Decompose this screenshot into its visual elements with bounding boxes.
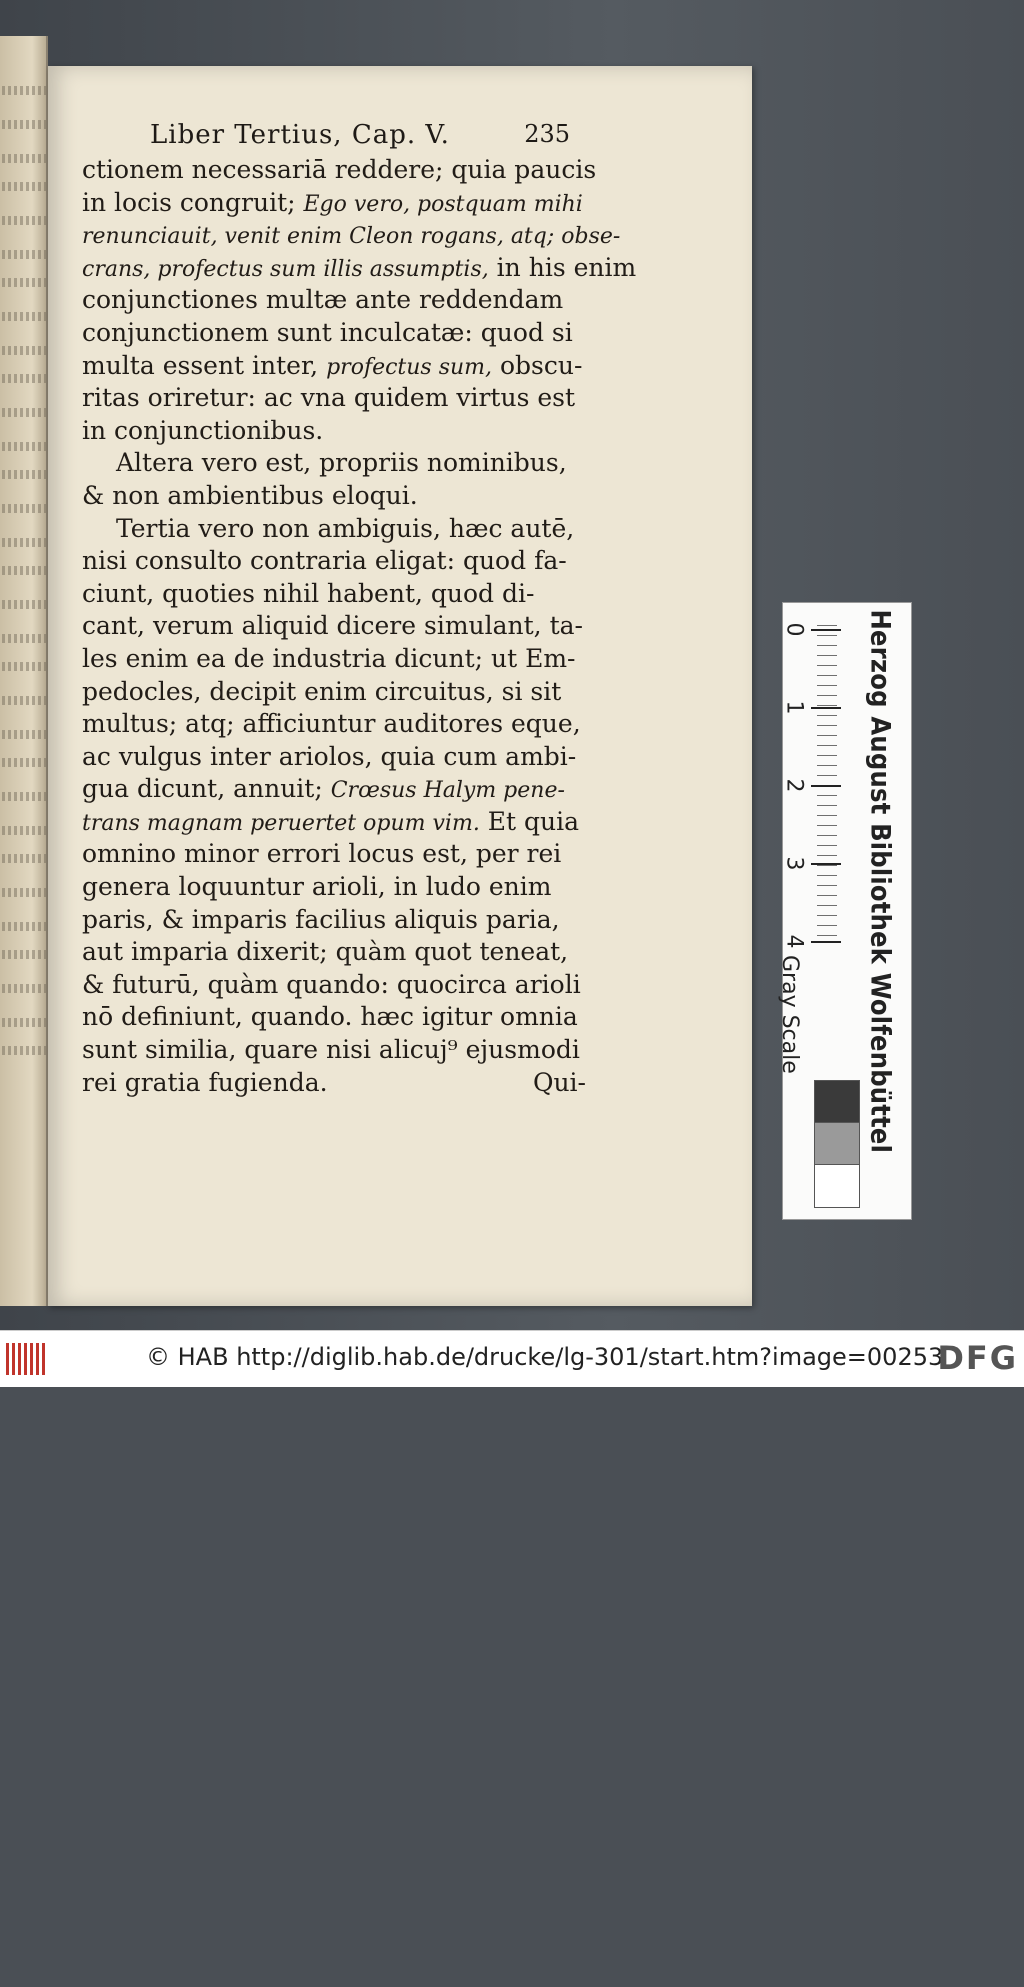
- facing-text-line: [2, 792, 46, 801]
- roman-text: in his enim: [488, 252, 637, 282]
- text-line: [82, 871, 592, 904]
- ruler-major-tick: [811, 941, 841, 943]
- text-line: [82, 252, 637, 285]
- facing-text-line: [2, 950, 46, 959]
- text-line: [82, 382, 592, 415]
- roman-text: cant, verum aliquid dicere simulant, ta-: [82, 611, 583, 641]
- text-line: [82, 610, 592, 643]
- dfg-logo: DFG: [937, 1339, 1018, 1377]
- text-line: [82, 350, 592, 383]
- facing-text-line: [2, 374, 46, 383]
- gray-swatch: [814, 1164, 860, 1208]
- facing-page-edge: [0, 36, 48, 1306]
- roman-text: conjunctionem sunt inculcatæ: quod si: [82, 317, 573, 347]
- text-line: [82, 1067, 592, 1100]
- facing-text-line: [2, 120, 46, 129]
- text-line: [82, 219, 621, 252]
- text-line: [82, 741, 592, 774]
- roman-text: pedocles, decipit enim circuitus, si sit: [82, 676, 562, 706]
- running-title: Liber Tertius, Cap. V.: [150, 120, 450, 150]
- facing-text-line: [2, 278, 46, 287]
- roman-text: ctionem necessariā reddere; quia paucis: [82, 155, 597, 184]
- italic-text: Ego vero, postquam mihi: [303, 191, 583, 217]
- facing-text-line: [2, 1046, 46, 1055]
- text-line: [82, 904, 592, 937]
- roman-text: obscu-: [492, 350, 583, 380]
- facing-text-line: [2, 346, 46, 355]
- facing-text-line: [2, 696, 46, 705]
- barcode-icon: [6, 1343, 46, 1375]
- facing-text-line: [2, 662, 46, 671]
- facing-text-line: [2, 470, 46, 479]
- text-line: [82, 317, 592, 350]
- text-line: [82, 708, 592, 741]
- text-line: [82, 187, 592, 220]
- roman-text: in conjunctionibus.: [82, 415, 324, 445]
- gray-swatch: [814, 1122, 860, 1166]
- facing-text-line: [2, 408, 46, 417]
- facing-text-line: [2, 758, 46, 767]
- catchword: Qui-: [532, 1067, 586, 1097]
- facing-text-line: [2, 600, 46, 609]
- ruler-number: 4: [781, 934, 807, 949]
- brand-area: [853, 609, 909, 1209]
- text-line: [82, 1001, 592, 1034]
- text-line: [82, 773, 592, 806]
- italic-text: Crœsus Halym pene-: [330, 778, 565, 804]
- facing-text-line: [2, 1018, 46, 1027]
- page-number: 235: [524, 120, 570, 148]
- facing-text-line: [2, 888, 46, 897]
- page-header: [150, 120, 570, 154]
- ruler-number: 3: [781, 856, 807, 871]
- text-line: [82, 415, 592, 448]
- roman-text: les enim ea de industria dicunt; ut Em-: [82, 643, 576, 673]
- text-line: [82, 447, 592, 480]
- ruler-major-tick: [811, 785, 841, 787]
- ruler-major-tick: [811, 863, 841, 865]
- main-text: [82, 154, 637, 1099]
- ruler-major-tick: [811, 629, 841, 631]
- facing-text-line: [2, 312, 46, 321]
- roman-text: Altera vero est, propriis nominibus,: [116, 448, 567, 478]
- roman-text: ciunt, quoties nihil habent, quod di-: [82, 578, 535, 608]
- roman-text: rei gratia fugienda.: [82, 1067, 328, 1097]
- roman-text: multa essent inter,: [82, 350, 327, 380]
- footer: [0, 1330, 1024, 1387]
- text-line: [82, 578, 592, 611]
- text-line: [82, 545, 592, 578]
- text-line: [82, 480, 592, 513]
- facing-text-line: [2, 566, 46, 575]
- roman-text: omnino minor errori locus est, per rei: [82, 839, 562, 869]
- facing-text-line: [2, 854, 46, 863]
- text-line: [82, 838, 592, 871]
- roman-text: conjunctiones multæ ante reddendam: [82, 285, 564, 315]
- ruler-number: 2: [781, 778, 807, 793]
- roman-text: Et quia: [479, 806, 580, 836]
- credit-link[interactable]: © HAB http://diglib.hab.de/drucke/lg-301/start.htm?image=00253: [146, 1343, 944, 1371]
- gray-swatch: [814, 1080, 860, 1124]
- roman-text: gua dicunt, annuit;: [82, 774, 331, 804]
- roman-text: aut imparia dixerit; quàm quot teneat,: [82, 937, 569, 967]
- ruler-major-tick: [811, 707, 841, 709]
- facing-text-line: [2, 634, 46, 643]
- roman-text: sunt similia, quare nisi alicuj⁹ ejusmodi: [82, 1035, 580, 1065]
- roman-text: in locis congruit;: [82, 187, 304, 217]
- roman-text: paris, & imparis facilius aliquis paria,: [82, 904, 560, 934]
- italic-text: profectus sum,: [326, 354, 493, 380]
- gray-scale-label: Gray Scale: [777, 955, 802, 1074]
- roman-text: Tertia vero non ambiguis, hæc autē,: [116, 513, 575, 543]
- facing-text-line: [2, 538, 46, 547]
- italic-text: renunciauit, venit enim Cleon rogans, atq; obse-: [82, 224, 621, 250]
- ruler-number: 0: [781, 622, 807, 637]
- roman-text: ac vulgus inter ariolos, quia cum ambi-: [82, 741, 577, 771]
- roman-text: & futurū, quàm quando: quocirca arioli: [82, 969, 581, 999]
- text-line: [82, 969, 592, 1002]
- facing-text-line: [2, 504, 46, 513]
- brand-text: Herzog August Bibliothek Wolfenbüttel: [864, 609, 896, 1154]
- text-line: [82, 284, 592, 317]
- facing-text-line: [2, 442, 46, 451]
- roman-text: genera loquuntur arioli, in ludo enim: [82, 872, 552, 902]
- facing-text-line: [2, 182, 46, 191]
- facing-text-line: [2, 250, 46, 259]
- text-line: [82, 806, 592, 839]
- italic-text: trans magnam peruertet opum vim.: [82, 810, 480, 836]
- text-line: [82, 154, 597, 187]
- facing-text-line: [2, 984, 46, 993]
- text-line: [82, 513, 592, 546]
- facing-text-line: [2, 922, 46, 931]
- facing-text-line: [2, 730, 46, 739]
- facing-text-line: [2, 86, 46, 95]
- facing-text-line: [2, 216, 46, 225]
- text-line: [82, 936, 592, 969]
- text-line: [82, 643, 592, 676]
- text-line: [82, 1034, 592, 1067]
- ruler-number: 1: [781, 700, 807, 715]
- roman-text: & non ambientibus eloqui.: [82, 480, 418, 510]
- roman-text: nō definiunt, quando. hæc igitur omnia: [82, 1002, 578, 1032]
- roman-text: nisi consulto contraria eligat: quod fa-: [82, 546, 567, 576]
- italic-text: crans, profectus sum illis assumptis,: [82, 256, 489, 282]
- facing-text-line: [2, 826, 46, 835]
- facing-text-line: [2, 154, 46, 163]
- roman-text: ritas oriretur: ac vna quidem virtus est: [82, 383, 576, 413]
- roman-text: multus; atq; afficiuntur auditores eque,: [82, 709, 581, 739]
- text-line: [82, 676, 592, 709]
